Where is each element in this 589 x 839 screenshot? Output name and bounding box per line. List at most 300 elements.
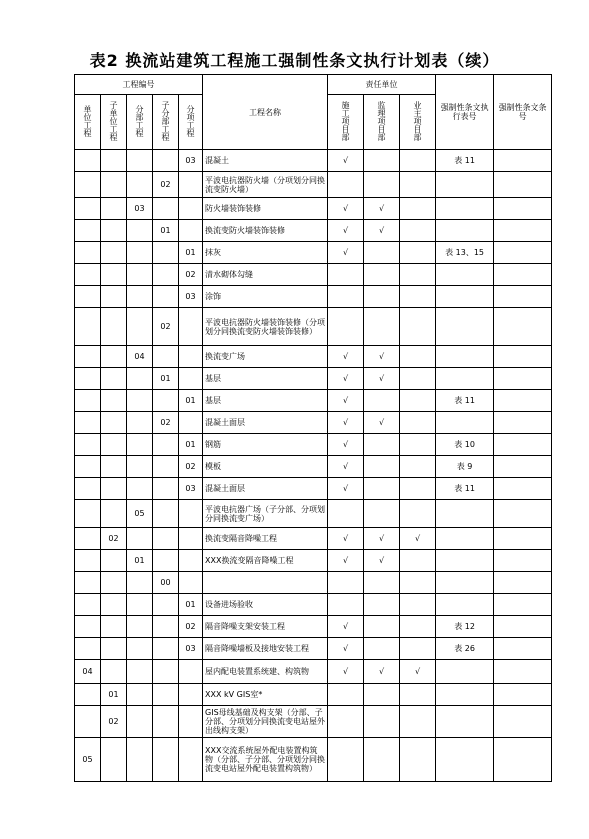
sub-division-code-cell bbox=[153, 198, 179, 220]
division-code-cell bbox=[127, 706, 153, 738]
project-name-cell: 平波电抗器广场（子分部、分项划分同换流变广场） bbox=[203, 500, 328, 528]
division-code-cell bbox=[127, 594, 153, 616]
construction-check-cell bbox=[328, 286, 364, 308]
unit-code-cell bbox=[75, 286, 101, 308]
table-row bbox=[75, 594, 552, 616]
sub-unit-code-cell bbox=[101, 550, 127, 572]
owner-check-cell bbox=[400, 434, 436, 456]
table-row bbox=[75, 198, 552, 220]
item-code-cell bbox=[179, 346, 203, 368]
sub-unit-code-cell bbox=[101, 242, 127, 264]
supervision-check-cell: √ bbox=[364, 528, 400, 550]
item-code-cell: 02 bbox=[179, 456, 203, 478]
item-code-cell: 03 bbox=[179, 638, 203, 660]
construction-check-cell: √ bbox=[328, 390, 364, 412]
clause-no-cell bbox=[494, 220, 552, 242]
project-name-cell: 抹灰 bbox=[203, 242, 328, 264]
owner-check-cell bbox=[400, 346, 436, 368]
item-code-cell bbox=[179, 412, 203, 434]
project-name-cell: XXX换流变隔音降噪工程 bbox=[203, 550, 328, 572]
construction-check-cell: √ bbox=[328, 660, 364, 684]
sub-division-code-cell bbox=[153, 150, 179, 172]
item-code-cell: 01 bbox=[179, 434, 203, 456]
unit-project-header: 单位工程 bbox=[83, 105, 92, 137]
sub-unit-code-cell bbox=[101, 616, 127, 638]
project-name-header: 工程名称 bbox=[203, 75, 328, 150]
supervision-check-cell: √ bbox=[364, 198, 400, 220]
sub-unit-code-cell bbox=[101, 594, 127, 616]
unit-code-cell bbox=[75, 616, 101, 638]
sub-division-code-cell bbox=[153, 660, 179, 684]
sub-division-code-cell: 02 bbox=[153, 412, 179, 434]
unit-code-cell bbox=[75, 390, 101, 412]
supervision-check-cell: √ bbox=[364, 346, 400, 368]
unit-code-cell bbox=[75, 412, 101, 434]
sub-division-code-cell bbox=[153, 346, 179, 368]
project-name-cell: 设备进场验收 bbox=[203, 594, 328, 616]
unit-code-cell bbox=[75, 242, 101, 264]
project-name-cell: 隔音降噪支架安装工程 bbox=[203, 616, 328, 638]
clause-no-cell bbox=[494, 346, 552, 368]
supervision-check-cell bbox=[364, 638, 400, 660]
sub-unit-code-cell: 02 bbox=[101, 528, 127, 550]
sub-unit-code-cell bbox=[101, 198, 127, 220]
sub-division-code-cell bbox=[153, 264, 179, 286]
item-code-cell bbox=[179, 550, 203, 572]
sub-unit-code-cell bbox=[101, 412, 127, 434]
exec-table-no-cell bbox=[436, 500, 494, 528]
item-code-cell bbox=[179, 738, 203, 782]
project-name-cell: 涂饰 bbox=[203, 286, 328, 308]
sub-unit-code-cell bbox=[101, 500, 127, 528]
sub-unit-code-cell bbox=[101, 390, 127, 412]
clause-no-cell bbox=[494, 172, 552, 198]
project-name-cell: 防火墙装饰装修 bbox=[203, 198, 328, 220]
table-row bbox=[75, 412, 552, 434]
table-row bbox=[75, 638, 552, 660]
sub-unit-code-cell: 01 bbox=[101, 684, 127, 706]
sub-unit-code-cell bbox=[101, 150, 127, 172]
item-code-cell bbox=[179, 500, 203, 528]
table-row bbox=[75, 308, 552, 346]
owner-check-cell: √ bbox=[400, 528, 436, 550]
project-name-cell: 钢筋 bbox=[203, 434, 328, 456]
clause-no-cell bbox=[494, 456, 552, 478]
division-code-cell bbox=[127, 528, 153, 550]
table-row bbox=[75, 346, 552, 368]
project-name-cell: GIS母线基础及构支架（分部、子分部、分项划分同换流变电站屋外出线构支架） bbox=[203, 706, 328, 738]
division-code-cell bbox=[127, 286, 153, 308]
division-code-cell bbox=[127, 738, 153, 782]
owner-check-cell bbox=[400, 456, 436, 478]
table-row bbox=[75, 616, 552, 638]
unit-code-cell bbox=[75, 368, 101, 390]
table-row bbox=[75, 572, 552, 594]
sub-unit-code-cell bbox=[101, 308, 127, 346]
unit-code-cell bbox=[75, 346, 101, 368]
construction-check-cell bbox=[328, 684, 364, 706]
sub-division-code-cell bbox=[153, 616, 179, 638]
item-code-cell bbox=[179, 528, 203, 550]
exec-table-no-cell bbox=[436, 706, 494, 738]
construction-check-cell: √ bbox=[328, 412, 364, 434]
item-code-cell: 01 bbox=[179, 594, 203, 616]
supervision-check-cell bbox=[364, 738, 400, 782]
exec-table-no-cell: 表 10 bbox=[436, 434, 494, 456]
table-row bbox=[75, 500, 552, 528]
sub-division-code-cell bbox=[153, 286, 179, 308]
construction-check-cell: √ bbox=[328, 478, 364, 500]
unit-code-cell bbox=[75, 172, 101, 198]
supervision-check-cell bbox=[364, 172, 400, 198]
construction-check-cell bbox=[328, 264, 364, 286]
project-name-cell: XXX kV GIS室* bbox=[203, 684, 328, 706]
clause-no-cell bbox=[494, 684, 552, 706]
sub-division-code-cell bbox=[153, 550, 179, 572]
exec-table-no-cell bbox=[436, 412, 494, 434]
supervision-check-cell bbox=[364, 594, 400, 616]
sub-division-code-cell bbox=[153, 478, 179, 500]
table-row bbox=[75, 550, 552, 572]
exec-table-no-cell bbox=[436, 172, 494, 198]
exec-table-no-cell: 表 12 bbox=[436, 616, 494, 638]
owner-check-cell bbox=[400, 368, 436, 390]
unit-code-cell bbox=[75, 264, 101, 286]
owner-check-cell bbox=[400, 738, 436, 782]
division-code-cell bbox=[127, 220, 153, 242]
construction-check-cell: √ bbox=[328, 550, 364, 572]
sub-unit-code-cell bbox=[101, 346, 127, 368]
sub-unit-code-cell bbox=[101, 264, 127, 286]
project-name-cell: 隔音降噪墙板及接地安装工程 bbox=[203, 638, 328, 660]
exec-table-no-cell bbox=[436, 308, 494, 346]
exec-table-no-cell bbox=[436, 198, 494, 220]
division-code-cell: 03 bbox=[127, 198, 153, 220]
unit-code-cell bbox=[75, 594, 101, 616]
construction-check-cell bbox=[328, 738, 364, 782]
supervision-check-cell bbox=[364, 616, 400, 638]
construction-check-cell: √ bbox=[328, 456, 364, 478]
clause-no-cell bbox=[494, 594, 552, 616]
supervision-check-cell bbox=[364, 684, 400, 706]
sub-unit-code-cell bbox=[101, 478, 127, 500]
unit-code-cell bbox=[75, 528, 101, 550]
owner-check-cell bbox=[400, 500, 436, 528]
supervision-check-cell bbox=[364, 434, 400, 456]
table-row bbox=[75, 528, 552, 550]
supervision-dept-header: 监理项目部 bbox=[377, 101, 387, 141]
owner-check-cell bbox=[400, 638, 436, 660]
supervision-check-cell: √ bbox=[364, 550, 400, 572]
owner-check-cell: √ bbox=[400, 660, 436, 684]
owner-check-cell bbox=[400, 390, 436, 412]
responsible-unit-header: 责任单位 bbox=[328, 75, 436, 95]
division-project-header: 分部工程 bbox=[135, 105, 144, 137]
exec-table-no-cell bbox=[436, 550, 494, 572]
owner-check-cell bbox=[400, 412, 436, 434]
table-row bbox=[75, 478, 552, 500]
owner-check-cell bbox=[400, 478, 436, 500]
supervision-check-cell bbox=[364, 264, 400, 286]
sub-division-code-cell bbox=[153, 500, 179, 528]
sub-division-code-cell: 01 bbox=[153, 368, 179, 390]
sub-division-code-cell: 02 bbox=[153, 308, 179, 346]
exec-table-no-cell bbox=[436, 594, 494, 616]
owner-dept-header: 业主项目部 bbox=[413, 101, 423, 141]
unit-code-cell bbox=[75, 198, 101, 220]
clause-no-cell bbox=[494, 242, 552, 264]
exec-table-no-cell bbox=[436, 220, 494, 242]
exec-table-no-header: 强制性条文执行表号 bbox=[436, 75, 494, 150]
clause-no-cell bbox=[494, 264, 552, 286]
owner-check-cell bbox=[400, 242, 436, 264]
sub-unit-code-cell bbox=[101, 456, 127, 478]
sub-division-code-cell bbox=[153, 456, 179, 478]
owner-check-cell bbox=[400, 550, 436, 572]
owner-check-cell bbox=[400, 220, 436, 242]
item-code-cell bbox=[179, 684, 203, 706]
project-name-cell: 混凝土 bbox=[203, 150, 328, 172]
owner-check-cell bbox=[400, 150, 436, 172]
owner-check-cell bbox=[400, 684, 436, 706]
supervision-check-cell bbox=[364, 390, 400, 412]
sub-division-code-cell bbox=[153, 684, 179, 706]
unit-code-cell bbox=[75, 434, 101, 456]
supervision-check-cell bbox=[364, 706, 400, 738]
clause-no-cell bbox=[494, 616, 552, 638]
clause-no-cell bbox=[494, 198, 552, 220]
sub-division-code-cell bbox=[153, 738, 179, 782]
table-row bbox=[75, 456, 552, 478]
sub-division-code-cell: 01 bbox=[153, 220, 179, 242]
exec-table-no-cell: 表 13、15 bbox=[436, 242, 494, 264]
clause-no-cell bbox=[494, 706, 552, 738]
table-row bbox=[75, 738, 552, 782]
division-code-cell: 01 bbox=[127, 550, 153, 572]
exec-table-no-cell bbox=[436, 286, 494, 308]
owner-check-cell bbox=[400, 198, 436, 220]
item-code-cell: 03 bbox=[179, 478, 203, 500]
sub-unit-code-cell bbox=[101, 660, 127, 684]
clause-no-cell bbox=[494, 572, 552, 594]
exec-table-no-cell bbox=[436, 660, 494, 684]
unit-code-cell bbox=[75, 308, 101, 346]
supervision-check-cell: √ bbox=[364, 368, 400, 390]
construction-check-cell: √ bbox=[328, 242, 364, 264]
construction-check-cell bbox=[328, 308, 364, 346]
exec-table-no-cell bbox=[436, 368, 494, 390]
table-row bbox=[75, 434, 552, 456]
construction-check-cell: √ bbox=[328, 220, 364, 242]
sub-unit-code-cell bbox=[101, 172, 127, 198]
exec-table-no-cell: 表 11 bbox=[436, 150, 494, 172]
supervision-check-cell: √ bbox=[364, 660, 400, 684]
unit-code-cell bbox=[75, 150, 101, 172]
owner-check-cell bbox=[400, 572, 436, 594]
division-code-cell bbox=[127, 172, 153, 198]
clause-no-header: 强制性条文条号 bbox=[494, 75, 552, 150]
owner-check-cell bbox=[400, 308, 436, 346]
clause-no-cell bbox=[494, 286, 552, 308]
owner-check-cell bbox=[400, 706, 436, 738]
project-name-cell: 换流变隔音降噪工程 bbox=[203, 528, 328, 550]
sub-division-code-cell bbox=[153, 434, 179, 456]
project-name-cell: 基层 bbox=[203, 390, 328, 412]
sub-unit-code-cell bbox=[101, 638, 127, 660]
item-code-cell bbox=[179, 172, 203, 198]
item-code-cell bbox=[179, 368, 203, 390]
sub-unit-code-cell bbox=[101, 434, 127, 456]
project-name-cell: 换流变广场 bbox=[203, 346, 328, 368]
sub-unit-project-header: 子单位工程 bbox=[109, 101, 118, 141]
table-row bbox=[75, 264, 552, 286]
construction-check-cell bbox=[328, 706, 364, 738]
sub-unit-code-cell bbox=[101, 286, 127, 308]
item-code-cell bbox=[179, 572, 203, 594]
exec-table-no-cell bbox=[436, 572, 494, 594]
clause-no-cell bbox=[494, 660, 552, 684]
division-code-cell bbox=[127, 434, 153, 456]
division-code-cell bbox=[127, 264, 153, 286]
unit-code-cell bbox=[75, 220, 101, 242]
sub-division-code-cell bbox=[153, 638, 179, 660]
project-name-cell: 平波电抗器防火墙（分项划分同换流变防火墙） bbox=[203, 172, 328, 198]
construction-check-cell: √ bbox=[328, 198, 364, 220]
clause-no-cell bbox=[494, 412, 552, 434]
table-row bbox=[75, 368, 552, 390]
division-code-cell bbox=[127, 308, 153, 346]
clause-no-cell bbox=[494, 150, 552, 172]
sub-division-code-cell: 00 bbox=[153, 572, 179, 594]
sub-division-code-cell bbox=[153, 528, 179, 550]
sub-unit-code-cell bbox=[101, 368, 127, 390]
clause-no-cell bbox=[494, 638, 552, 660]
construction-check-cell bbox=[328, 172, 364, 198]
unit-code-cell bbox=[75, 500, 101, 528]
page-title: 表2 换流站建筑工程施工强制性条文执行计划表（续） bbox=[89, 51, 500, 70]
project-name-cell bbox=[203, 572, 328, 594]
table-row bbox=[75, 684, 552, 706]
construction-check-cell: √ bbox=[328, 638, 364, 660]
division-code-cell bbox=[127, 616, 153, 638]
clause-no-cell bbox=[494, 738, 552, 782]
unit-code-cell: 05 bbox=[75, 738, 101, 782]
unit-code-cell bbox=[75, 572, 101, 594]
division-code-cell bbox=[127, 660, 153, 684]
supervision-check-cell bbox=[364, 242, 400, 264]
division-code-cell bbox=[127, 242, 153, 264]
item-code-cell bbox=[179, 308, 203, 346]
exec-table-no-cell: 表 9 bbox=[436, 456, 494, 478]
exec-table-no-cell bbox=[436, 684, 494, 706]
project-name-cell: 屋内配电装置系统建、构筑物 bbox=[203, 660, 328, 684]
clause-no-cell bbox=[494, 390, 552, 412]
sub-division-project-header: 子分部工程 bbox=[161, 101, 170, 141]
project-name-cell: 基层 bbox=[203, 368, 328, 390]
supervision-check-cell bbox=[364, 150, 400, 172]
project-name-cell: XXX交流系统屋外配电装置构筑物（分部、子分部、分项划分同换流变电站屋外配电装置构筑物） bbox=[203, 738, 328, 782]
division-code-cell bbox=[127, 572, 153, 594]
project-name-cell: 混凝土面层 bbox=[203, 478, 328, 500]
unit-code-cell bbox=[75, 706, 101, 738]
clause-no-cell bbox=[494, 550, 552, 572]
construction-check-cell: √ bbox=[328, 346, 364, 368]
exec-table-no-cell bbox=[436, 264, 494, 286]
item-code-cell: 03 bbox=[179, 286, 203, 308]
item-code-cell: 02 bbox=[179, 264, 203, 286]
supervision-check-cell bbox=[364, 500, 400, 528]
unit-code-cell bbox=[75, 478, 101, 500]
sub-unit-code-cell: 02 bbox=[101, 706, 127, 738]
item-project-header: 分项工程 bbox=[186, 105, 196, 137]
table-row bbox=[75, 390, 552, 412]
project-code-header: 工程编号 bbox=[75, 75, 203, 95]
construction-check-cell: √ bbox=[328, 616, 364, 638]
clause-no-cell bbox=[494, 500, 552, 528]
owner-check-cell bbox=[400, 286, 436, 308]
item-code-cell bbox=[179, 660, 203, 684]
plan-table bbox=[74, 74, 552, 782]
construction-check-cell bbox=[328, 594, 364, 616]
owner-check-cell bbox=[400, 616, 436, 638]
supervision-check-cell bbox=[364, 286, 400, 308]
division-code-cell bbox=[127, 456, 153, 478]
construction-check-cell: √ bbox=[328, 150, 364, 172]
construction-check-cell bbox=[328, 500, 364, 528]
division-code-cell bbox=[127, 368, 153, 390]
project-name-cell: 换流变防火墙装饰装修 bbox=[203, 220, 328, 242]
table-row bbox=[75, 172, 552, 198]
construction-dept-header: 施工项目部 bbox=[341, 101, 351, 141]
item-code-cell: 01 bbox=[179, 242, 203, 264]
supervision-check-cell bbox=[364, 308, 400, 346]
item-code-cell bbox=[179, 706, 203, 738]
project-name-cell: 混凝土面层 bbox=[203, 412, 328, 434]
plan-table-body bbox=[75, 150, 552, 782]
clause-no-cell bbox=[494, 478, 552, 500]
table-row bbox=[75, 660, 552, 684]
item-code-cell: 03 bbox=[179, 150, 203, 172]
supervision-check-cell bbox=[364, 456, 400, 478]
construction-check-cell bbox=[328, 572, 364, 594]
exec-table-no-cell bbox=[436, 346, 494, 368]
construction-check-cell: √ bbox=[328, 434, 364, 456]
sub-unit-code-cell bbox=[101, 220, 127, 242]
supervision-check-cell bbox=[364, 572, 400, 594]
exec-table-no-cell bbox=[436, 738, 494, 782]
unit-code-cell bbox=[75, 456, 101, 478]
sub-division-code-cell: 02 bbox=[153, 172, 179, 198]
division-code-cell bbox=[127, 412, 153, 434]
table-row bbox=[75, 150, 552, 172]
project-name-cell: 清水砌体勾缝 bbox=[203, 264, 328, 286]
clause-no-cell bbox=[494, 528, 552, 550]
item-code-cell bbox=[179, 198, 203, 220]
unit-code-cell: 04 bbox=[75, 660, 101, 684]
division-code-cell bbox=[127, 478, 153, 500]
item-code-cell: 02 bbox=[179, 616, 203, 638]
clause-no-cell bbox=[494, 368, 552, 390]
exec-table-no-cell: 表 26 bbox=[436, 638, 494, 660]
sub-division-code-cell bbox=[153, 594, 179, 616]
clause-no-cell bbox=[494, 434, 552, 456]
table-row bbox=[75, 242, 552, 264]
unit-code-cell bbox=[75, 550, 101, 572]
division-code-cell bbox=[127, 638, 153, 660]
construction-check-cell: √ bbox=[328, 528, 364, 550]
supervision-check-cell: √ bbox=[364, 220, 400, 242]
unit-code-cell bbox=[75, 684, 101, 706]
